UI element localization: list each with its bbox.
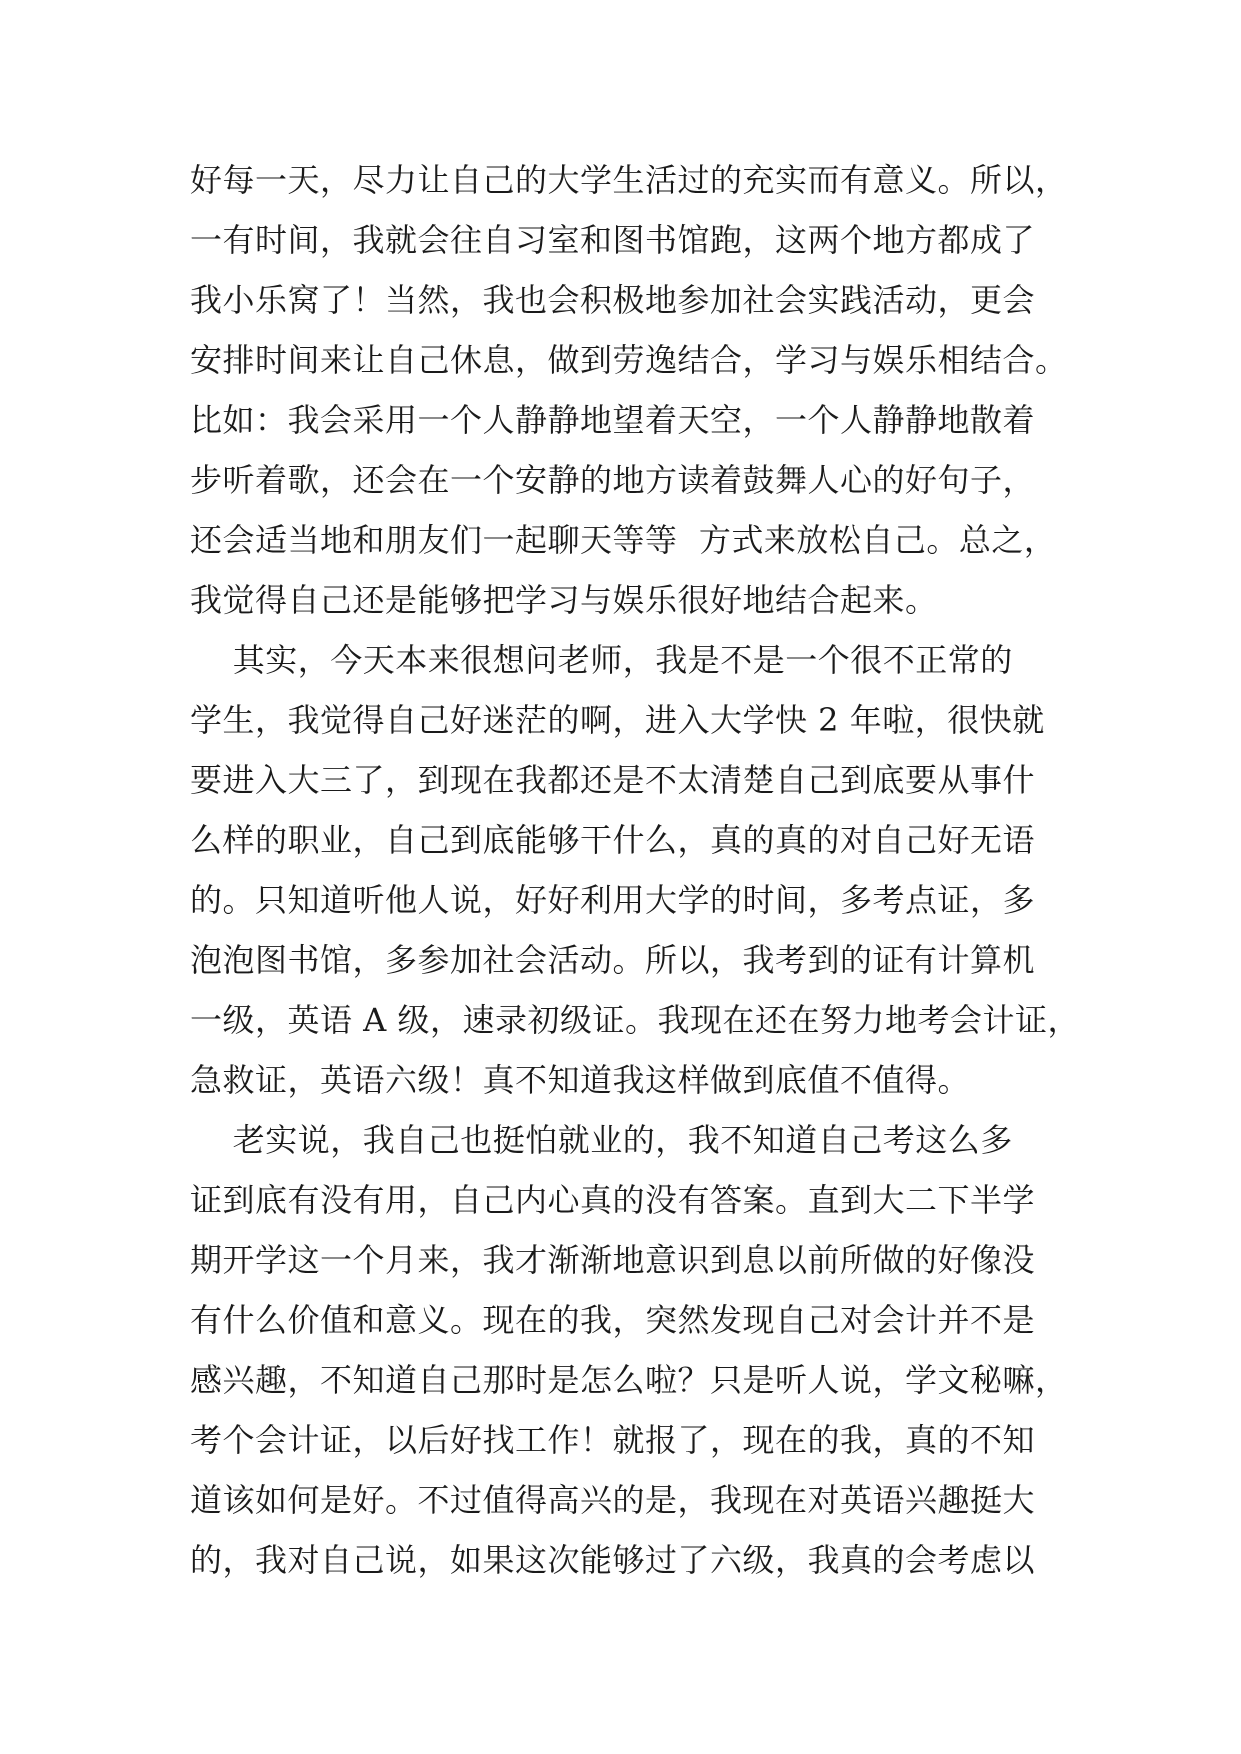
text-line: 我小乐窝了！当然，我也会积极地参加社会实践活动，更会 xyxy=(190,281,1036,319)
text-line: 步听着歌，还会在一个安静的地方读着鼓舞人心的好句子， xyxy=(190,461,1036,499)
text-line: 学生，我觉得自己好迷茫的啊，进入大学快 2 年啦，很快就 xyxy=(190,701,1045,739)
text-line: 泡泡图书馆，多参加社会活动。所以，我考到的证有计算机 xyxy=(190,941,1036,979)
text-line: 比如：我会采用一个人静静地望着天空，一个人静静地散着 xyxy=(190,401,1036,439)
text-line: 感兴趣，不知道自己那时是怎么啦？只是听人说，学文秘嘛， xyxy=(190,1361,1068,1399)
text-line: 道该如何是好。不过值得高兴的是，我现在对英语兴趣挺大 xyxy=(190,1481,1036,1519)
text-line: 考个会计证，以后好找工作！就报了，现在的我，真的不知 xyxy=(190,1421,1036,1459)
text-line: 的，我对自己说，如果这次能够过了六级，我真的会考虑以 xyxy=(190,1541,1036,1579)
text-line: 安排时间来让自己休息，做到劳逸结合，学习与娱乐相结合。 xyxy=(190,341,1068,379)
text-line: 我觉得自己还是能够把学习与娱乐很好地结合起来。 xyxy=(190,581,938,619)
text-line: 一级，英语 A 级，速录初级证。我现在还在努力地考会计证， xyxy=(190,1001,1080,1039)
text-line: 证到底有没有用，自己内心真的没有答案。直到大二下半学 xyxy=(190,1181,1036,1219)
paragraph-start-line: 老实说，我自己也挺怕就业的，我不知道自己考这么多 xyxy=(190,1121,1013,1159)
text-line: 要进入大三了，到现在我都还是不太清楚自己到底要从事什 xyxy=(190,761,1036,799)
text-line: 还会适当地和朋友们一起聊天等等 方式来放松自己。总之， xyxy=(190,521,1057,559)
text-line: 有什么价值和意义。现在的我，突然发现自己对会计并不是 xyxy=(190,1301,1036,1339)
text-line: 的。只知道听他人说，好好利用大学的时间，多考点证，多 xyxy=(190,881,1036,919)
text-line: 好每一天，尽力让自己的大学生活过的充实而有意义。所以， xyxy=(190,161,1068,199)
text-line: 期开学这一个月来，我才渐渐地意识到息以前所做的好像没 xyxy=(190,1241,1036,1279)
text-line: 急救证，英语六级！真不知道我这样做到底值不值得。 xyxy=(190,1061,971,1099)
paragraph-start-line: 其实，今天本来很想问老师，我是不是一个很不正常的 xyxy=(190,641,1013,679)
text-line: 么样的职业，自己到底能够干什么，真的真的对自己好无语 xyxy=(190,821,1036,859)
text-line: 一有时间，我就会往自习室和图书馆跑，这两个地方都成了 xyxy=(190,221,1036,259)
